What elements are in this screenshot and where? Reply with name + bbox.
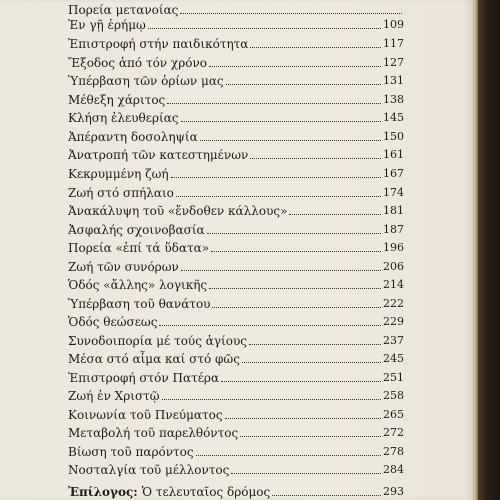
toc-entry-page: 196 xyxy=(383,241,404,254)
toc-entry-page: 237 xyxy=(383,334,404,347)
toc-entry-page: 150 xyxy=(383,130,404,143)
toc-entry xyxy=(68,15,404,33)
toc-entry-title: Μέσα στό αἷμα καί στό φῶς xyxy=(68,352,240,366)
toc-leader xyxy=(289,213,381,215)
toc-entry-page: 138 xyxy=(383,93,404,106)
toc-entry-page: 278 xyxy=(383,445,404,458)
toc-leader xyxy=(181,120,381,122)
toc-entry-page: 167 xyxy=(383,167,404,180)
toc-entry-page: 131 xyxy=(383,74,404,87)
toc-leader xyxy=(250,157,381,159)
toc-entry-page: 229 xyxy=(383,315,404,328)
toc-entry xyxy=(68,331,404,349)
toc-entry-page: 187 xyxy=(383,223,404,236)
toc-entry xyxy=(68,460,404,478)
toc-entry-page: 161 xyxy=(383,148,404,161)
toc-entry xyxy=(68,183,404,201)
toc-entry-page: 181 xyxy=(383,204,404,217)
toc-leader xyxy=(171,176,381,178)
toc-entry-title: Ἀσφαλής σχοινοβασία xyxy=(68,223,205,237)
toc-entry-page: 265 xyxy=(383,408,404,421)
toc-entry xyxy=(68,127,404,145)
toc-entry xyxy=(68,386,404,404)
toc-leader xyxy=(159,324,381,326)
toc-entry xyxy=(68,108,404,126)
toc-entry xyxy=(68,368,404,386)
toc-entry-title: Ὁδός θεώσεως xyxy=(68,315,158,329)
toc-entry-title: Ἔξοδος ἀπό τόν χρόνο xyxy=(68,56,207,70)
toc-leader xyxy=(162,398,381,400)
toc-leader xyxy=(167,102,381,104)
toc-leader xyxy=(200,139,381,141)
toc-entry-page: 284 xyxy=(383,463,404,476)
toc-entry xyxy=(68,145,404,163)
toc-entry xyxy=(68,423,404,441)
toc-leader xyxy=(249,343,381,345)
toc-leader xyxy=(196,454,381,456)
toc-leader xyxy=(250,46,381,48)
toc-leader xyxy=(231,472,381,474)
toc-epilogue-page: 293 xyxy=(383,485,404,498)
toc-leader xyxy=(180,12,402,14)
toc-entry-title: Ἀνακάλυψη τοῦ «ἔνδοθεν κάλλους» xyxy=(68,204,288,218)
toc-entry-title: Μέθεξη χάριτος xyxy=(68,93,166,107)
toc-entry-page: 127 xyxy=(383,56,404,69)
toc-entry xyxy=(68,442,404,460)
toc-leader xyxy=(209,287,381,289)
toc-entry-title: Ἐπιστροφή στόν Πατέρα xyxy=(68,371,220,385)
toc-entry xyxy=(68,275,404,293)
toc-entry-page: 109 xyxy=(383,18,404,31)
toc-entry-title: Ὁδός «ἄλλης» λογικῆς xyxy=(68,278,208,292)
toc-entry-title: Νοσταλγία τοῦ μέλλοντος xyxy=(68,463,230,477)
toc-entry-page: 258 xyxy=(383,389,404,402)
toc-leader xyxy=(211,250,381,252)
toc-entry xyxy=(68,90,404,108)
toc-leader xyxy=(209,65,381,67)
toc-entry-page: 245 xyxy=(383,352,404,365)
toc-epilogue-heading xyxy=(68,484,270,500)
toc-entry xyxy=(68,34,404,52)
epilogue-label: Ἐπίλογος: xyxy=(68,485,138,499)
toc-entry-title: Ὑπέρβαση τῶν ὁρίων μας xyxy=(68,74,224,88)
toc-entry-title: Ἀνατροπή τῶν κατεστημένων xyxy=(68,148,249,162)
toc-entry-title: Ζωή στό σπήλαιο xyxy=(68,186,174,200)
toc-leader xyxy=(226,83,381,85)
toc-entry-title: Κλήση ἐλευθερίας xyxy=(68,111,179,125)
toc-leader xyxy=(176,195,381,197)
toc-leader xyxy=(225,417,381,419)
toc-leader xyxy=(212,306,381,308)
toc-entry-title: Ζωή ἐν Χριστῷ xyxy=(68,389,160,403)
toc-entry xyxy=(68,349,404,367)
toc-leader xyxy=(272,494,381,496)
toc-entry xyxy=(68,294,404,312)
toc-entry-title: Ἀπέραντη δοσοληψία xyxy=(68,130,198,144)
toc-entry xyxy=(68,405,404,423)
toc-entry-title: Συνοδοιπορία μέ τούς ἁγίους xyxy=(68,334,247,348)
toc-epilogue xyxy=(68,482,404,500)
toc-entry-page: 214 xyxy=(383,278,404,291)
toc-leader xyxy=(207,232,381,234)
toc-entry-title: Ζωή τῶν συνόρων xyxy=(68,260,179,274)
toc-entry xyxy=(68,220,404,238)
toc-entry xyxy=(68,238,404,256)
toc-leader xyxy=(148,27,381,29)
toc-entry-title: Κοινωνία τοῦ Πνεύματος xyxy=(68,408,223,422)
epilogue-title: Ὁ τελευταῖος δρόμος xyxy=(141,485,271,499)
toc-leader xyxy=(240,435,381,437)
toc-entry-page: 272 xyxy=(383,426,404,439)
toc-entry xyxy=(68,312,404,330)
toc-entry-page: 222 xyxy=(383,297,404,310)
toc-entry-page: 117 xyxy=(383,37,404,50)
toc-entry-title: Πορεία μετανοίας xyxy=(68,3,179,17)
toc-entry-title: Ἐπιστροφή στήν παιδικότητα xyxy=(68,37,249,51)
toc-entry xyxy=(68,201,404,219)
toc-entry-title: Βίωση τοῦ παρόντος xyxy=(68,445,194,459)
toc-entry-title: Ὑπέρβαση τοῦ θανάτου xyxy=(68,297,211,311)
toc-leader xyxy=(242,361,381,363)
toc-entry-title: Μεταβολή τοῦ παρελθόντος xyxy=(68,426,239,440)
toc-entry xyxy=(68,164,404,182)
toc-leader xyxy=(181,269,381,271)
toc-entry-page: 251 xyxy=(383,371,404,384)
toc-entry xyxy=(68,257,404,275)
toc-entry xyxy=(68,53,404,71)
book-spine xyxy=(478,0,500,500)
toc-entry-title: Ἐν γῇ ἐρήμῳ xyxy=(68,18,146,32)
toc-entry-title: Κεκρυμμένη ζωή xyxy=(68,167,169,181)
toc-entry-page: 174 xyxy=(383,186,404,199)
toc-entry-page: 145 xyxy=(383,111,404,124)
toc-leader xyxy=(221,380,381,382)
toc-entry-title: Πορεία «ἐπί τά ὕδατα» xyxy=(68,241,210,255)
toc-entry xyxy=(68,71,404,89)
toc-entry-page: 206 xyxy=(383,260,404,273)
